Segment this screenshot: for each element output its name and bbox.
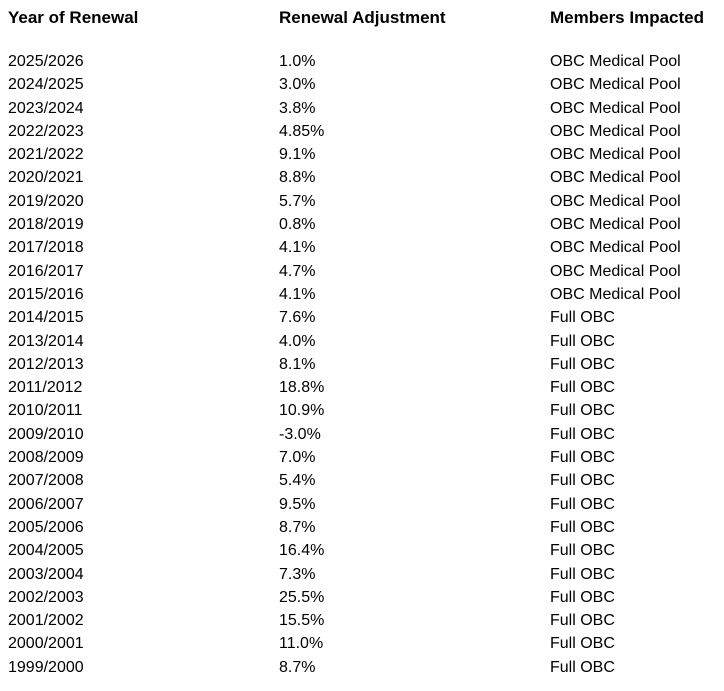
table-row — [0, 353, 724, 376]
cell-year: 2011/2012 — [8, 379, 83, 397]
cell-adjustment: 9.1% — [279, 146, 316, 164]
header-year-of-renewal: Year of Renewal — [8, 8, 139, 27]
cell-adjustment: 4.7% — [279, 262, 316, 280]
cell-year: 2009/2010 — [8, 425, 84, 443]
cell-year: 2020/2021 — [8, 169, 84, 187]
cell-year: 2013/2014 — [8, 332, 84, 350]
table-row — [0, 446, 724, 469]
cell-adjustment: 16.4% — [279, 542, 325, 560]
header-renewal-adjustment: Renewal Adjustment — [279, 8, 446, 27]
cell-year: 2003/2004 — [8, 565, 84, 583]
header-members-impacted: Members Impacted — [550, 8, 704, 27]
table-row — [0, 423, 724, 446]
cell-year: 2004/2005 — [8, 542, 84, 560]
cell-year: 2005/2006 — [8, 518, 84, 536]
cell-year: 2018/2019 — [8, 216, 84, 234]
cell-year: 2015/2016 — [8, 285, 84, 303]
cell-members: OBC Medical Pool — [550, 192, 681, 210]
cell-adjustment: 4.1% — [279, 239, 316, 257]
cell-adjustment: 7.0% — [279, 449, 316, 467]
table-row — [0, 399, 724, 422]
table-row — [0, 143, 724, 166]
cell-members: OBC Medical Pool — [550, 146, 681, 164]
table-row — [0, 283, 724, 306]
cell-adjustment: 4.0% — [279, 332, 316, 350]
table-row — [0, 493, 724, 516]
cell-year: 2025/2026 — [8, 53, 84, 70]
table-row — [0, 97, 724, 120]
cell-adjustment: 4.1% — [279, 285, 316, 303]
cell-year: 2017/2018 — [8, 239, 84, 257]
cell-year: 2007/2008 — [8, 472, 84, 490]
cell-adjustment: 25.5% — [279, 588, 325, 606]
cell-year: 2021/2022 — [8, 146, 84, 164]
cell-members: Full OBC — [550, 518, 615, 536]
cell-adjustment: 1.0% — [279, 53, 316, 70]
cell-adjustment: -3.0% — [279, 425, 321, 443]
cell-members: Full OBC — [550, 449, 615, 467]
cell-year: 2014/2015 — [8, 309, 84, 327]
cell-year: 2006/2007 — [8, 495, 84, 513]
cell-members: Full OBC — [550, 542, 615, 560]
cell-year: 2000/2001 — [8, 635, 84, 653]
cell-members: OBC Medical Pool — [550, 285, 681, 303]
cell-year: 2010/2011 — [8, 402, 83, 420]
table-row — [0, 50, 724, 73]
cell-adjustment: 9.5% — [279, 495, 316, 513]
cell-adjustment: 7.3% — [279, 565, 316, 583]
cell-adjustment: 15.5% — [279, 612, 325, 630]
table-row — [0, 563, 724, 586]
cell-members: OBC Medical Pool — [550, 262, 681, 280]
table-row — [0, 306, 724, 329]
table-row — [0, 213, 724, 236]
cell-adjustment: 18.8% — [279, 379, 325, 397]
cell-year: 2002/2003 — [8, 588, 84, 606]
table-row — [0, 190, 724, 213]
table-row — [0, 609, 724, 632]
table-row — [0, 73, 724, 96]
table-row — [0, 166, 724, 189]
cell-members: Full OBC — [550, 332, 615, 350]
cell-adjustment: 11.0% — [279, 635, 324, 653]
cell-adjustment: 3.0% — [279, 76, 316, 94]
table-row — [0, 120, 724, 143]
table-row — [0, 656, 724, 679]
cell-year: 2023/2024 — [8, 99, 84, 117]
cell-year: 2012/2013 — [8, 355, 84, 373]
cell-adjustment: 3.8% — [279, 99, 316, 117]
cell-members: OBC Medical Pool — [550, 53, 681, 70]
table-header — [0, 6, 724, 30]
cell-adjustment: 7.6% — [279, 309, 316, 327]
cell-members: Full OBC — [550, 635, 615, 653]
cell-adjustment: 8.7% — [279, 518, 316, 536]
table-row — [0, 330, 724, 353]
cell-members: Full OBC — [550, 565, 615, 583]
cell-year: 2024/2025 — [8, 76, 84, 94]
table-body — [0, 50, 724, 679]
cell-year: 2016/2017 — [8, 262, 84, 280]
cell-members: Full OBC — [550, 355, 615, 373]
cell-members: OBC Medical Pool — [550, 169, 681, 187]
cell-year: 1999/2000 — [8, 658, 84, 676]
cell-adjustment: 4.85% — [279, 122, 325, 140]
table-row — [0, 236, 724, 259]
cell-adjustment: 0.8% — [279, 216, 316, 234]
cell-members: Full OBC — [550, 309, 615, 327]
cell-adjustment: 5.7% — [279, 192, 316, 210]
table-row — [0, 632, 724, 655]
table-row — [0, 469, 724, 492]
table-row — [0, 376, 724, 399]
cell-adjustment: 8.8% — [279, 169, 316, 187]
cell-members: Full OBC — [550, 402, 615, 420]
cell-adjustment: 5.4% — [279, 472, 316, 490]
cell-year: 2022/2023 — [8, 122, 84, 140]
table-row — [0, 539, 724, 562]
cell-adjustment: 8.1% — [279, 355, 316, 373]
table-row — [0, 586, 724, 609]
table-row — [0, 516, 724, 539]
cell-members: OBC Medical Pool — [550, 216, 681, 234]
cell-members: Full OBC — [550, 472, 615, 490]
cell-members: Full OBC — [550, 658, 615, 676]
cell-members: Full OBC — [550, 612, 615, 630]
cell-adjustment: 10.9% — [279, 402, 325, 420]
cell-year: 2008/2009 — [8, 449, 84, 467]
cell-members: Full OBC — [550, 379, 615, 397]
cell-year: 2001/2002 — [8, 612, 84, 630]
cell-members: OBC Medical Pool — [550, 122, 681, 140]
cell-members: Full OBC — [550, 425, 615, 443]
cell-year: 2019/2020 — [8, 192, 84, 210]
cell-adjustment: 8.7% — [279, 658, 316, 676]
cell-members: OBC Medical Pool — [550, 76, 681, 94]
cell-members: Full OBC — [550, 588, 615, 606]
cell-members: Full OBC — [550, 495, 615, 513]
cell-members: OBC Medical Pool — [550, 239, 681, 257]
table-row — [0, 260, 724, 283]
cell-members: OBC Medical Pool — [550, 99, 681, 117]
